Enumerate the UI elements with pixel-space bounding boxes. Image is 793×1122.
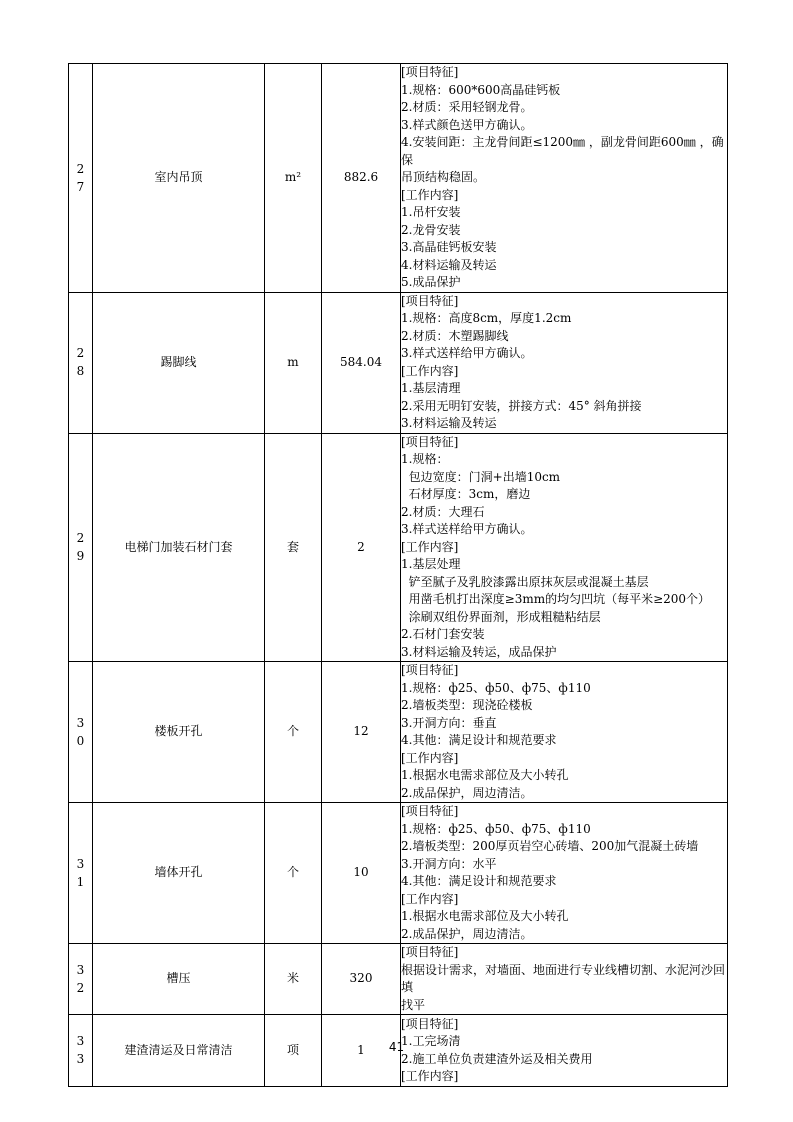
item-number bbox=[69, 803, 93, 944]
item-unit: 米 bbox=[265, 944, 322, 1015]
description-line: 4.材料运输及转运 bbox=[401, 257, 497, 272]
description-line: 4.安装间距：主龙骨间距≤1200㎜ ，副龙骨间距600㎜ ，确保 bbox=[401, 135, 724, 167]
description-line: [项目特征] bbox=[401, 804, 459, 818]
item-unit: 项 bbox=[265, 1015, 322, 1087]
item-name: 建渣清运及日常清洁 bbox=[93, 1015, 265, 1087]
description-line: 2.成品保护，周边清洁。 bbox=[401, 926, 533, 941]
description-line: 1.规格：ф25、ф50、ф75、ф110 bbox=[401, 680, 591, 695]
description-line: 1.基层清理 bbox=[401, 381, 461, 395]
description-line: [项目特征] bbox=[401, 1016, 459, 1031]
item-quantity: 2 bbox=[322, 433, 401, 662]
item-number bbox=[69, 662, 93, 803]
description-line: [工作内容] bbox=[401, 1069, 459, 1083]
item-description bbox=[401, 803, 728, 944]
description-line: 5.成品保护 bbox=[401, 275, 461, 289]
item-description bbox=[401, 662, 728, 803]
item-number bbox=[69, 944, 93, 1015]
description-line: 吊顶结构稳固。 bbox=[401, 170, 486, 184]
description-line: 3.材料运输及转运，成品保护 bbox=[401, 644, 557, 659]
item-name: 踢脚线 bbox=[93, 292, 265, 433]
description-line: 铲至腻子及乳胶漆露出原抹灰层或混凝土基层 bbox=[401, 574, 649, 589]
table-body bbox=[69, 64, 728, 1087]
item-number bbox=[69, 433, 93, 662]
description-line: 3.高晶硅钙板安装 bbox=[401, 240, 497, 254]
description-line: 1.根据水电需求部位及大小转孔 bbox=[401, 909, 569, 923]
description-line: 1.规格：ф25、ф50、ф75、ф110 bbox=[401, 821, 591, 836]
item-number-text: 31 bbox=[76, 856, 85, 889]
item-unit: m bbox=[265, 292, 322, 433]
description-line: 2.墙板类型：现浇砼楼板 bbox=[401, 698, 533, 712]
description-line: 1.吊杆安装 bbox=[401, 205, 461, 219]
item-unit: 个 bbox=[265, 803, 322, 944]
description-line: 涂刷双组份界面剂，形成粗糙粘结层 bbox=[401, 609, 601, 624]
description-line: [项目特征] bbox=[401, 945, 459, 959]
description-line: [项目特征] bbox=[401, 293, 459, 308]
description-line: [项目特征] bbox=[401, 663, 459, 677]
item-name: 槽压 bbox=[93, 944, 265, 1015]
description-line: 1.基层处理 bbox=[401, 557, 461, 571]
description-line: 3.样式送样给甲方确认。 bbox=[401, 346, 533, 360]
table-row bbox=[69, 662, 728, 803]
item-description bbox=[401, 64, 728, 293]
item-quantity: 10 bbox=[322, 803, 401, 944]
bill-of-quantities-table bbox=[68, 63, 728, 1087]
item-number-text: 27 bbox=[76, 161, 85, 194]
description-line: 根据设计需求，对墙面、地面进行专业线槽切割、水泥河沙回填 bbox=[401, 962, 726, 994]
description-line: 3.材料运输及转运 bbox=[401, 416, 497, 430]
item-quantity: 882.6 bbox=[322, 64, 401, 293]
table-row bbox=[69, 944, 728, 1015]
description-line: 1.规格： bbox=[401, 452, 449, 466]
description-line: 3.开洞方向：垂直 bbox=[401, 715, 497, 730]
item-number-text: 29 bbox=[76, 531, 85, 563]
item-number-text: 30 bbox=[76, 715, 85, 748]
description-line: [工作内容] bbox=[401, 891, 459, 906]
item-number-text: 32 bbox=[76, 962, 85, 995]
description-line: 2.石材门套安装 bbox=[401, 627, 485, 641]
item-quantity: 584.04 bbox=[322, 292, 401, 433]
item-unit: 个 bbox=[265, 662, 322, 803]
table-row bbox=[69, 64, 728, 293]
description-line: [项目特征] bbox=[401, 65, 459, 79]
item-quantity: 12 bbox=[322, 662, 401, 803]
description-line: 找平 bbox=[401, 997, 426, 1012]
item-description bbox=[401, 433, 728, 662]
item-description bbox=[401, 292, 728, 433]
description-line: 3.样式送样给甲方确认。 bbox=[401, 522, 533, 536]
item-quantity: 1 bbox=[322, 1015, 401, 1087]
table-row bbox=[69, 292, 728, 433]
description-line: 包边宽度：门洞+出墙10cm bbox=[401, 469, 561, 484]
table-row bbox=[69, 433, 728, 662]
description-line: 2.施工单位负责建渣外运及相关费用 bbox=[401, 1051, 593, 1066]
item-description bbox=[401, 944, 728, 1015]
description-line: 2.材质：采用轻钢龙骨。 bbox=[401, 100, 533, 114]
description-line: 1.根据水电需求部位及大小转孔 bbox=[401, 768, 569, 782]
description-line: 1.规格：600*600高晶硅钙板 bbox=[401, 82, 561, 97]
page-number: 41 bbox=[388, 1040, 405, 1054]
item-unit: m² bbox=[265, 64, 322, 293]
item-quantity: 320 bbox=[322, 944, 401, 1015]
description-line: 2.成品保护，周边清洁。 bbox=[401, 785, 533, 800]
table-row bbox=[69, 803, 728, 944]
description-line: [工作内容] bbox=[401, 750, 459, 765]
description-line: 用凿毛机打出深度≥3mm的均匀凹坑（每平米≥200个） bbox=[401, 592, 711, 606]
item-number bbox=[69, 64, 93, 293]
item-name: 楼板开孔 bbox=[93, 662, 265, 803]
item-unit: 套 bbox=[265, 433, 322, 662]
description-line: [工作内容] bbox=[401, 187, 459, 202]
description-line: 石材厚度：3cm，磨边 bbox=[401, 487, 531, 501]
item-name: 室内吊顶 bbox=[93, 64, 265, 293]
description-line: [工作内容] bbox=[401, 539, 459, 554]
description-line: 2.墙板类型：200厚页岩空心砖墙、200加气混凝土砖墙 bbox=[401, 839, 699, 853]
item-number-text: 33 bbox=[76, 1034, 85, 1067]
description-line: 1.规格：高度8cm，厚度1.2cm bbox=[401, 311, 572, 325]
description-line: 3.样式颜色送甲方确认。 bbox=[401, 117, 533, 132]
description-line: 2.龙骨安装 bbox=[401, 222, 461, 237]
description-line: [项目特征] bbox=[401, 434, 459, 449]
description-line: 2.材质：大理石 bbox=[401, 504, 485, 519]
description-line: 1.工完场清 bbox=[401, 1034, 461, 1048]
description-line: 4.其他：满足设计和规范要求 bbox=[401, 733, 557, 747]
item-number bbox=[69, 292, 93, 433]
description-line: [工作内容] bbox=[401, 363, 459, 378]
description-line: 2.采用无明钉安装，拼接方式：45° 斜角拼接 bbox=[401, 398, 642, 413]
item-name: 电梯门加装石材门套 bbox=[93, 433, 265, 662]
item-number-text: 28 bbox=[76, 346, 85, 379]
description-line: 2.材质：木塑踢脚线 bbox=[401, 328, 509, 343]
item-name: 墙体开孔 bbox=[93, 803, 265, 944]
description-line: 3.开洞方向：水平 bbox=[401, 856, 497, 871]
description-line: 4.其他：满足设计和规范要求 bbox=[401, 874, 557, 888]
